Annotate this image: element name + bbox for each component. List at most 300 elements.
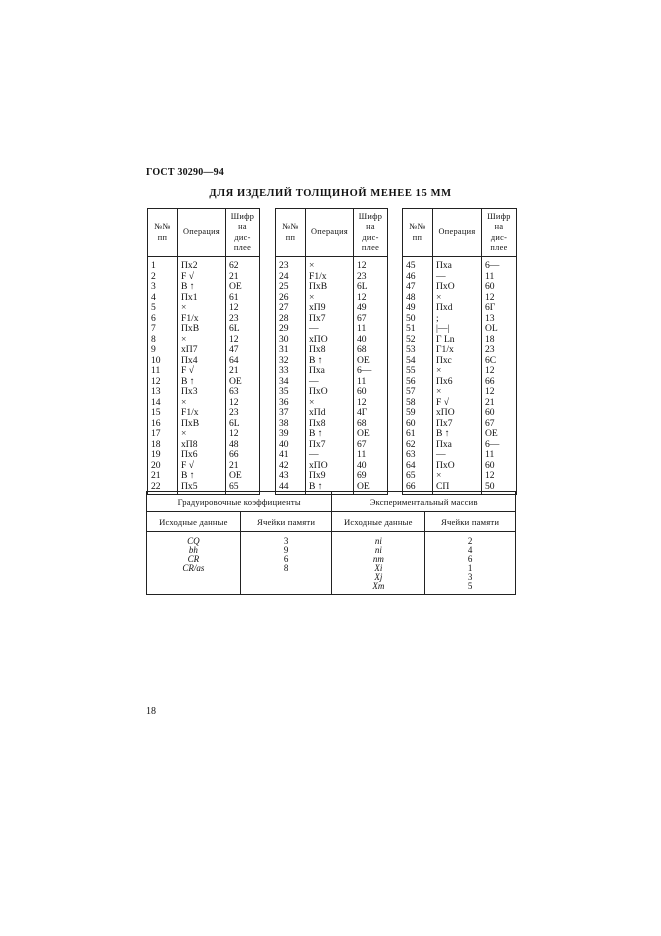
table-row xyxy=(148,345,260,356)
table-row xyxy=(148,293,260,304)
display-code: OE xyxy=(226,471,260,482)
memory-cell: 5 xyxy=(425,582,516,595)
table-row xyxy=(148,429,260,440)
display-code: 63 xyxy=(226,387,260,398)
display-code: 6Г xyxy=(482,303,517,314)
step-number: 14 xyxy=(148,398,178,409)
table-row xyxy=(276,471,388,482)
step-number: 58 xyxy=(403,398,433,409)
operation: Пха xyxy=(433,257,482,272)
display-code: 12 xyxy=(354,293,388,304)
step-number: 12 xyxy=(148,377,178,388)
header-line: пп xyxy=(412,232,423,242)
table-row xyxy=(276,387,388,398)
display-code: 12 xyxy=(226,429,260,440)
operation: × xyxy=(306,398,354,409)
step-number: 38 xyxy=(276,419,306,430)
step-number: 4 xyxy=(148,293,178,304)
header-line: Шифр xyxy=(358,211,383,221)
table-row xyxy=(276,408,388,419)
display-code: 11 xyxy=(354,450,388,461)
step-number: 8 xyxy=(148,335,178,346)
display-code: 12 xyxy=(354,398,388,409)
table-row xyxy=(276,440,388,451)
step-number: 16 xyxy=(148,419,178,430)
step-number: 20 xyxy=(148,461,178,472)
source-data-symbol: Xm xyxy=(332,582,425,595)
step-number: 42 xyxy=(276,461,306,472)
table-row xyxy=(148,303,260,314)
table-row xyxy=(148,272,260,283)
table-row xyxy=(148,257,260,272)
operation: ПхО xyxy=(306,387,354,398)
header-line: плее xyxy=(361,243,380,252)
table-row xyxy=(148,419,260,430)
operation: × xyxy=(433,387,482,398)
step-number: 23 xyxy=(276,257,306,272)
table-row xyxy=(403,335,517,346)
operation: ПхB xyxy=(306,282,354,293)
operation: F1/x xyxy=(178,314,226,325)
step-number: 37 xyxy=(276,408,306,419)
memory-cell xyxy=(240,573,332,582)
source-data-symbol: Xi xyxy=(332,564,425,573)
step-number: 2 xyxy=(148,272,178,283)
column-header-source-data: Исходные данные xyxy=(147,512,241,532)
operation: F1/x xyxy=(306,272,354,283)
table-row xyxy=(148,377,260,388)
operation: Г Ln xyxy=(433,335,482,346)
operation: F √ xyxy=(178,272,226,283)
table-row xyxy=(403,471,517,482)
column-header-number xyxy=(276,209,306,257)
table-row xyxy=(148,366,260,377)
table-row xyxy=(148,408,260,419)
operation: B ↑ xyxy=(178,377,226,388)
operation: Пх8 xyxy=(306,419,354,430)
memory-cell: 4 xyxy=(425,546,516,555)
step-number: 31 xyxy=(276,345,306,356)
header-line: плее xyxy=(490,243,508,252)
table-row xyxy=(403,324,517,335)
step-number: 27 xyxy=(276,303,306,314)
display-code: 62 xyxy=(226,257,260,272)
step-number: 5 xyxy=(148,303,178,314)
display-code: 40 xyxy=(354,335,388,346)
display-code: 67 xyxy=(354,314,388,325)
display-code: 50 xyxy=(482,482,517,495)
display-code: 49 xyxy=(354,303,388,314)
operation: × xyxy=(178,335,226,346)
table-row xyxy=(403,366,517,377)
table-row xyxy=(148,282,260,293)
display-code: 40 xyxy=(354,461,388,472)
step-number: 22 xyxy=(148,482,178,495)
step-number: 6 xyxy=(148,314,178,325)
display-code: 6L xyxy=(226,324,260,335)
step-number: 53 xyxy=(403,345,433,356)
step-number: 35 xyxy=(276,387,306,398)
step-number: 62 xyxy=(403,440,433,451)
table-row xyxy=(403,293,517,304)
display-code: OE xyxy=(354,429,388,440)
header-line: дис- xyxy=(234,232,251,242)
step-number: 48 xyxy=(403,293,433,304)
operation: СП xyxy=(433,482,482,495)
display-code: 60 xyxy=(482,461,517,472)
table-row xyxy=(148,324,260,335)
table-row xyxy=(276,398,388,409)
display-code: 6— xyxy=(482,257,517,272)
section-title: ДЛЯ ИЗДЕЛИЙ ТОЛЩИНОЙ МЕНЕЕ 15 ММ xyxy=(209,188,452,199)
step-number: 55 xyxy=(403,366,433,377)
step-number: 15 xyxy=(148,408,178,419)
display-code: 47 xyxy=(226,345,260,356)
operation: Г1/x xyxy=(433,345,482,356)
step-number: 61 xyxy=(403,429,433,440)
step-number: 45 xyxy=(403,257,433,272)
header-line: №№ xyxy=(409,222,426,231)
table-row xyxy=(403,450,517,461)
column-header-number xyxy=(148,209,178,257)
step-number: 39 xyxy=(276,429,306,440)
operation: F √ xyxy=(433,398,482,409)
display-code: 21 xyxy=(482,398,517,409)
table-row xyxy=(148,356,260,367)
step-number: 26 xyxy=(276,293,306,304)
display-code: 67 xyxy=(354,440,388,451)
operation: Пх5 xyxy=(178,482,226,495)
step-number: 36 xyxy=(276,398,306,409)
display-code: 66 xyxy=(226,450,260,461)
header-line: на xyxy=(238,222,247,231)
step-number: 24 xyxy=(276,272,306,283)
table-row xyxy=(403,419,517,430)
source-data-symbol: Xj xyxy=(332,573,425,582)
display-code: OE xyxy=(354,356,388,367)
step-number: 47 xyxy=(403,282,433,293)
table-row xyxy=(276,419,388,430)
operation: Пх3 xyxy=(178,387,226,398)
table-row xyxy=(403,387,517,398)
display-code: 67 xyxy=(482,419,517,430)
display-code: 11 xyxy=(354,324,388,335)
operation: — xyxy=(433,450,482,461)
display-code: OE xyxy=(482,429,517,440)
display-code: 60 xyxy=(354,387,388,398)
operation: Пх9 xyxy=(306,471,354,482)
step-number: 50 xyxy=(403,314,433,325)
table-row xyxy=(147,573,516,582)
operation: × xyxy=(433,471,482,482)
table-row xyxy=(276,377,388,388)
header-line: Шифр xyxy=(487,211,511,221)
operation: ПхB xyxy=(178,324,226,335)
table-row xyxy=(403,272,517,283)
operation: — xyxy=(433,272,482,283)
operation: B ↑ xyxy=(306,482,354,495)
coefficients-table xyxy=(146,491,516,595)
display-code: 12 xyxy=(226,335,260,346)
group-header-calibration: Градуировочные коэффициенты xyxy=(147,492,332,512)
operation: хПО xyxy=(433,408,482,419)
operation: Пх7 xyxy=(433,419,482,430)
display-code: 6C xyxy=(482,356,517,367)
step-number: 60 xyxy=(403,419,433,430)
step-number: 33 xyxy=(276,366,306,377)
table-row xyxy=(403,356,517,367)
operation: ПхО xyxy=(433,282,482,293)
operation: Пх6 xyxy=(433,377,482,388)
table-row xyxy=(403,257,517,272)
table-row xyxy=(276,324,388,335)
display-code: 23 xyxy=(354,272,388,283)
step-number: 66 xyxy=(403,482,433,495)
memory-cell: 6 xyxy=(425,555,516,564)
operation: Пх8 xyxy=(306,345,354,356)
table-row xyxy=(147,564,516,573)
operation: хПd xyxy=(306,408,354,419)
operation: Пхс xyxy=(433,356,482,367)
table-row xyxy=(148,450,260,461)
operation: Пх7 xyxy=(306,314,354,325)
operation: хПО xyxy=(306,461,354,472)
header-line: на xyxy=(494,222,504,231)
operation: хП9 xyxy=(306,303,354,314)
step-number: 63 xyxy=(403,450,433,461)
table-row xyxy=(276,366,388,377)
step-number: 44 xyxy=(276,482,306,495)
table-row xyxy=(148,314,260,325)
operation: Пх2 xyxy=(178,257,226,272)
step-number: 30 xyxy=(276,335,306,346)
table-row xyxy=(276,314,388,325)
display-code: OE xyxy=(354,482,388,495)
step-number: 52 xyxy=(403,335,433,346)
table-row xyxy=(403,345,517,356)
table-row xyxy=(276,272,388,283)
operation: × xyxy=(306,257,354,272)
operations-table-3 xyxy=(402,208,517,495)
display-code: 11 xyxy=(354,377,388,388)
table-row xyxy=(403,377,517,388)
step-number: 40 xyxy=(276,440,306,451)
display-code: 21 xyxy=(226,366,260,377)
table-row xyxy=(148,461,260,472)
memory-cell: 9 xyxy=(240,546,332,555)
display-code: 6L xyxy=(354,282,388,293)
table-row xyxy=(276,429,388,440)
display-code: 6— xyxy=(482,440,517,451)
step-number: 10 xyxy=(148,356,178,367)
operation: — xyxy=(306,324,354,335)
table-header-row xyxy=(403,209,517,257)
step-number: 28 xyxy=(276,314,306,325)
table-row xyxy=(276,293,388,304)
step-number: 56 xyxy=(403,377,433,388)
memory-cell xyxy=(240,582,332,595)
column-header-source-data: Исходные данные xyxy=(332,512,425,532)
source-data-symbol: ni xyxy=(332,546,425,555)
table-row xyxy=(276,257,388,272)
operation: F1/x xyxy=(178,408,226,419)
operation: Пх1 xyxy=(178,293,226,304)
display-code: OE xyxy=(226,377,260,388)
header-line: на xyxy=(366,222,375,231)
header-line: пп xyxy=(157,232,168,242)
table-row xyxy=(276,303,388,314)
column-header-code xyxy=(482,209,517,257)
operation: Пх4 xyxy=(178,356,226,367)
display-code: 12 xyxy=(482,366,517,377)
step-number: 51 xyxy=(403,324,433,335)
memory-cell: 6 xyxy=(240,555,332,564)
source-data-symbol: ni xyxy=(332,532,425,547)
table-row xyxy=(148,440,260,451)
operation: × xyxy=(433,293,482,304)
step-number: 21 xyxy=(148,471,178,482)
display-code: 65 xyxy=(226,482,260,495)
memory-cell: 8 xyxy=(240,564,332,573)
table-row xyxy=(148,471,260,482)
step-number: 49 xyxy=(403,303,433,314)
operation: Пха xyxy=(433,440,482,451)
header-line: дис- xyxy=(362,232,379,242)
table-row xyxy=(276,282,388,293)
display-code: 48 xyxy=(226,440,260,451)
memory-cell: 1 xyxy=(425,564,516,573)
display-code: 21 xyxy=(226,461,260,472)
display-code: 12 xyxy=(482,387,517,398)
step-number: 32 xyxy=(276,356,306,367)
table-row xyxy=(403,440,517,451)
column-header-code xyxy=(226,209,260,257)
display-code: 23 xyxy=(226,408,260,419)
display-code: 6L xyxy=(226,419,260,430)
operation: × xyxy=(178,303,226,314)
step-number: 19 xyxy=(148,450,178,461)
column-header-code xyxy=(354,209,388,257)
step-number: 25 xyxy=(276,282,306,293)
display-code: 6— xyxy=(354,366,388,377)
step-number: 46 xyxy=(403,272,433,283)
header-line: дис- xyxy=(490,232,508,242)
memory-cell: 3 xyxy=(240,532,332,547)
step-number: 64 xyxy=(403,461,433,472)
table-row xyxy=(147,532,516,547)
display-code: 11 xyxy=(482,450,517,461)
operation: хП8 xyxy=(178,440,226,451)
display-code: 23 xyxy=(482,345,517,356)
step-number: 54 xyxy=(403,356,433,367)
group-header-experimental: Экспериментальный массив xyxy=(332,492,516,512)
table-row xyxy=(403,282,517,293)
table-row xyxy=(147,546,516,555)
source-data-symbol xyxy=(147,582,241,595)
table-row xyxy=(276,450,388,461)
display-code: 60 xyxy=(482,282,517,293)
column-header-number xyxy=(403,209,433,257)
step-number: 18 xyxy=(148,440,178,451)
display-code: OL xyxy=(482,324,517,335)
operation: F √ xyxy=(178,366,226,377)
source-data-symbol: CQ xyxy=(147,532,241,547)
operation: ПхО xyxy=(433,461,482,472)
source-data-symbol: bh xyxy=(147,546,241,555)
operation: × xyxy=(178,398,226,409)
display-code: 68 xyxy=(354,419,388,430)
source-data-symbol: CR xyxy=(147,555,241,564)
display-code: 12 xyxy=(226,303,260,314)
operation: — xyxy=(306,450,354,461)
display-code: 12 xyxy=(226,398,260,409)
step-number: 1 xyxy=(148,257,178,272)
display-code: 12 xyxy=(354,257,388,272)
step-number: 13 xyxy=(148,387,178,398)
operation: ПхB xyxy=(178,419,226,430)
operation: хПО xyxy=(306,335,354,346)
operation: × xyxy=(306,293,354,304)
header-line: плее xyxy=(233,243,252,252)
display-code: 61 xyxy=(226,293,260,304)
operation: — xyxy=(306,377,354,388)
display-code: 21 xyxy=(226,272,260,283)
operation: Пха xyxy=(306,366,354,377)
display-code: 12 xyxy=(482,293,517,304)
page-number: 18 xyxy=(146,706,156,717)
operation: B ↑ xyxy=(306,356,354,367)
operation: F √ xyxy=(178,461,226,472)
operation: Пх6 xyxy=(178,450,226,461)
operations-table-1 xyxy=(147,208,260,495)
step-number: 57 xyxy=(403,387,433,398)
operation: B ↑ xyxy=(178,471,226,482)
column-header-memory-cells: Ячейки памяти xyxy=(425,512,516,532)
display-code: 68 xyxy=(354,345,388,356)
display-code: 13 xyxy=(482,314,517,325)
operation: B ↑ xyxy=(178,282,226,293)
display-code: 64 xyxy=(226,356,260,367)
memory-cell: 3 xyxy=(425,573,516,582)
display-code: 23 xyxy=(226,314,260,325)
operation: × xyxy=(433,366,482,377)
table-header-row xyxy=(276,209,388,257)
step-number: 7 xyxy=(148,324,178,335)
display-code: 60 xyxy=(482,408,517,419)
step-number: 65 xyxy=(403,471,433,482)
step-number: 29 xyxy=(276,324,306,335)
table-row xyxy=(276,461,388,472)
step-number: 41 xyxy=(276,450,306,461)
step-number: 59 xyxy=(403,408,433,419)
header-line: №№ xyxy=(282,222,299,231)
table-row xyxy=(276,335,388,346)
display-code: 12 xyxy=(482,471,517,482)
display-code: 69 xyxy=(354,471,388,482)
table-row xyxy=(148,387,260,398)
table-header-row xyxy=(148,209,260,257)
operation: B ↑ xyxy=(306,429,354,440)
memory-cell: 2 xyxy=(425,532,516,547)
display-code: OE xyxy=(226,282,260,293)
table-row xyxy=(276,345,388,356)
column-header-operation: Операция xyxy=(178,209,226,257)
step-number: 17 xyxy=(148,429,178,440)
table-row xyxy=(403,398,517,409)
column-header-operation: Операция xyxy=(306,209,354,257)
table-row xyxy=(403,461,517,472)
table-row xyxy=(403,314,517,325)
